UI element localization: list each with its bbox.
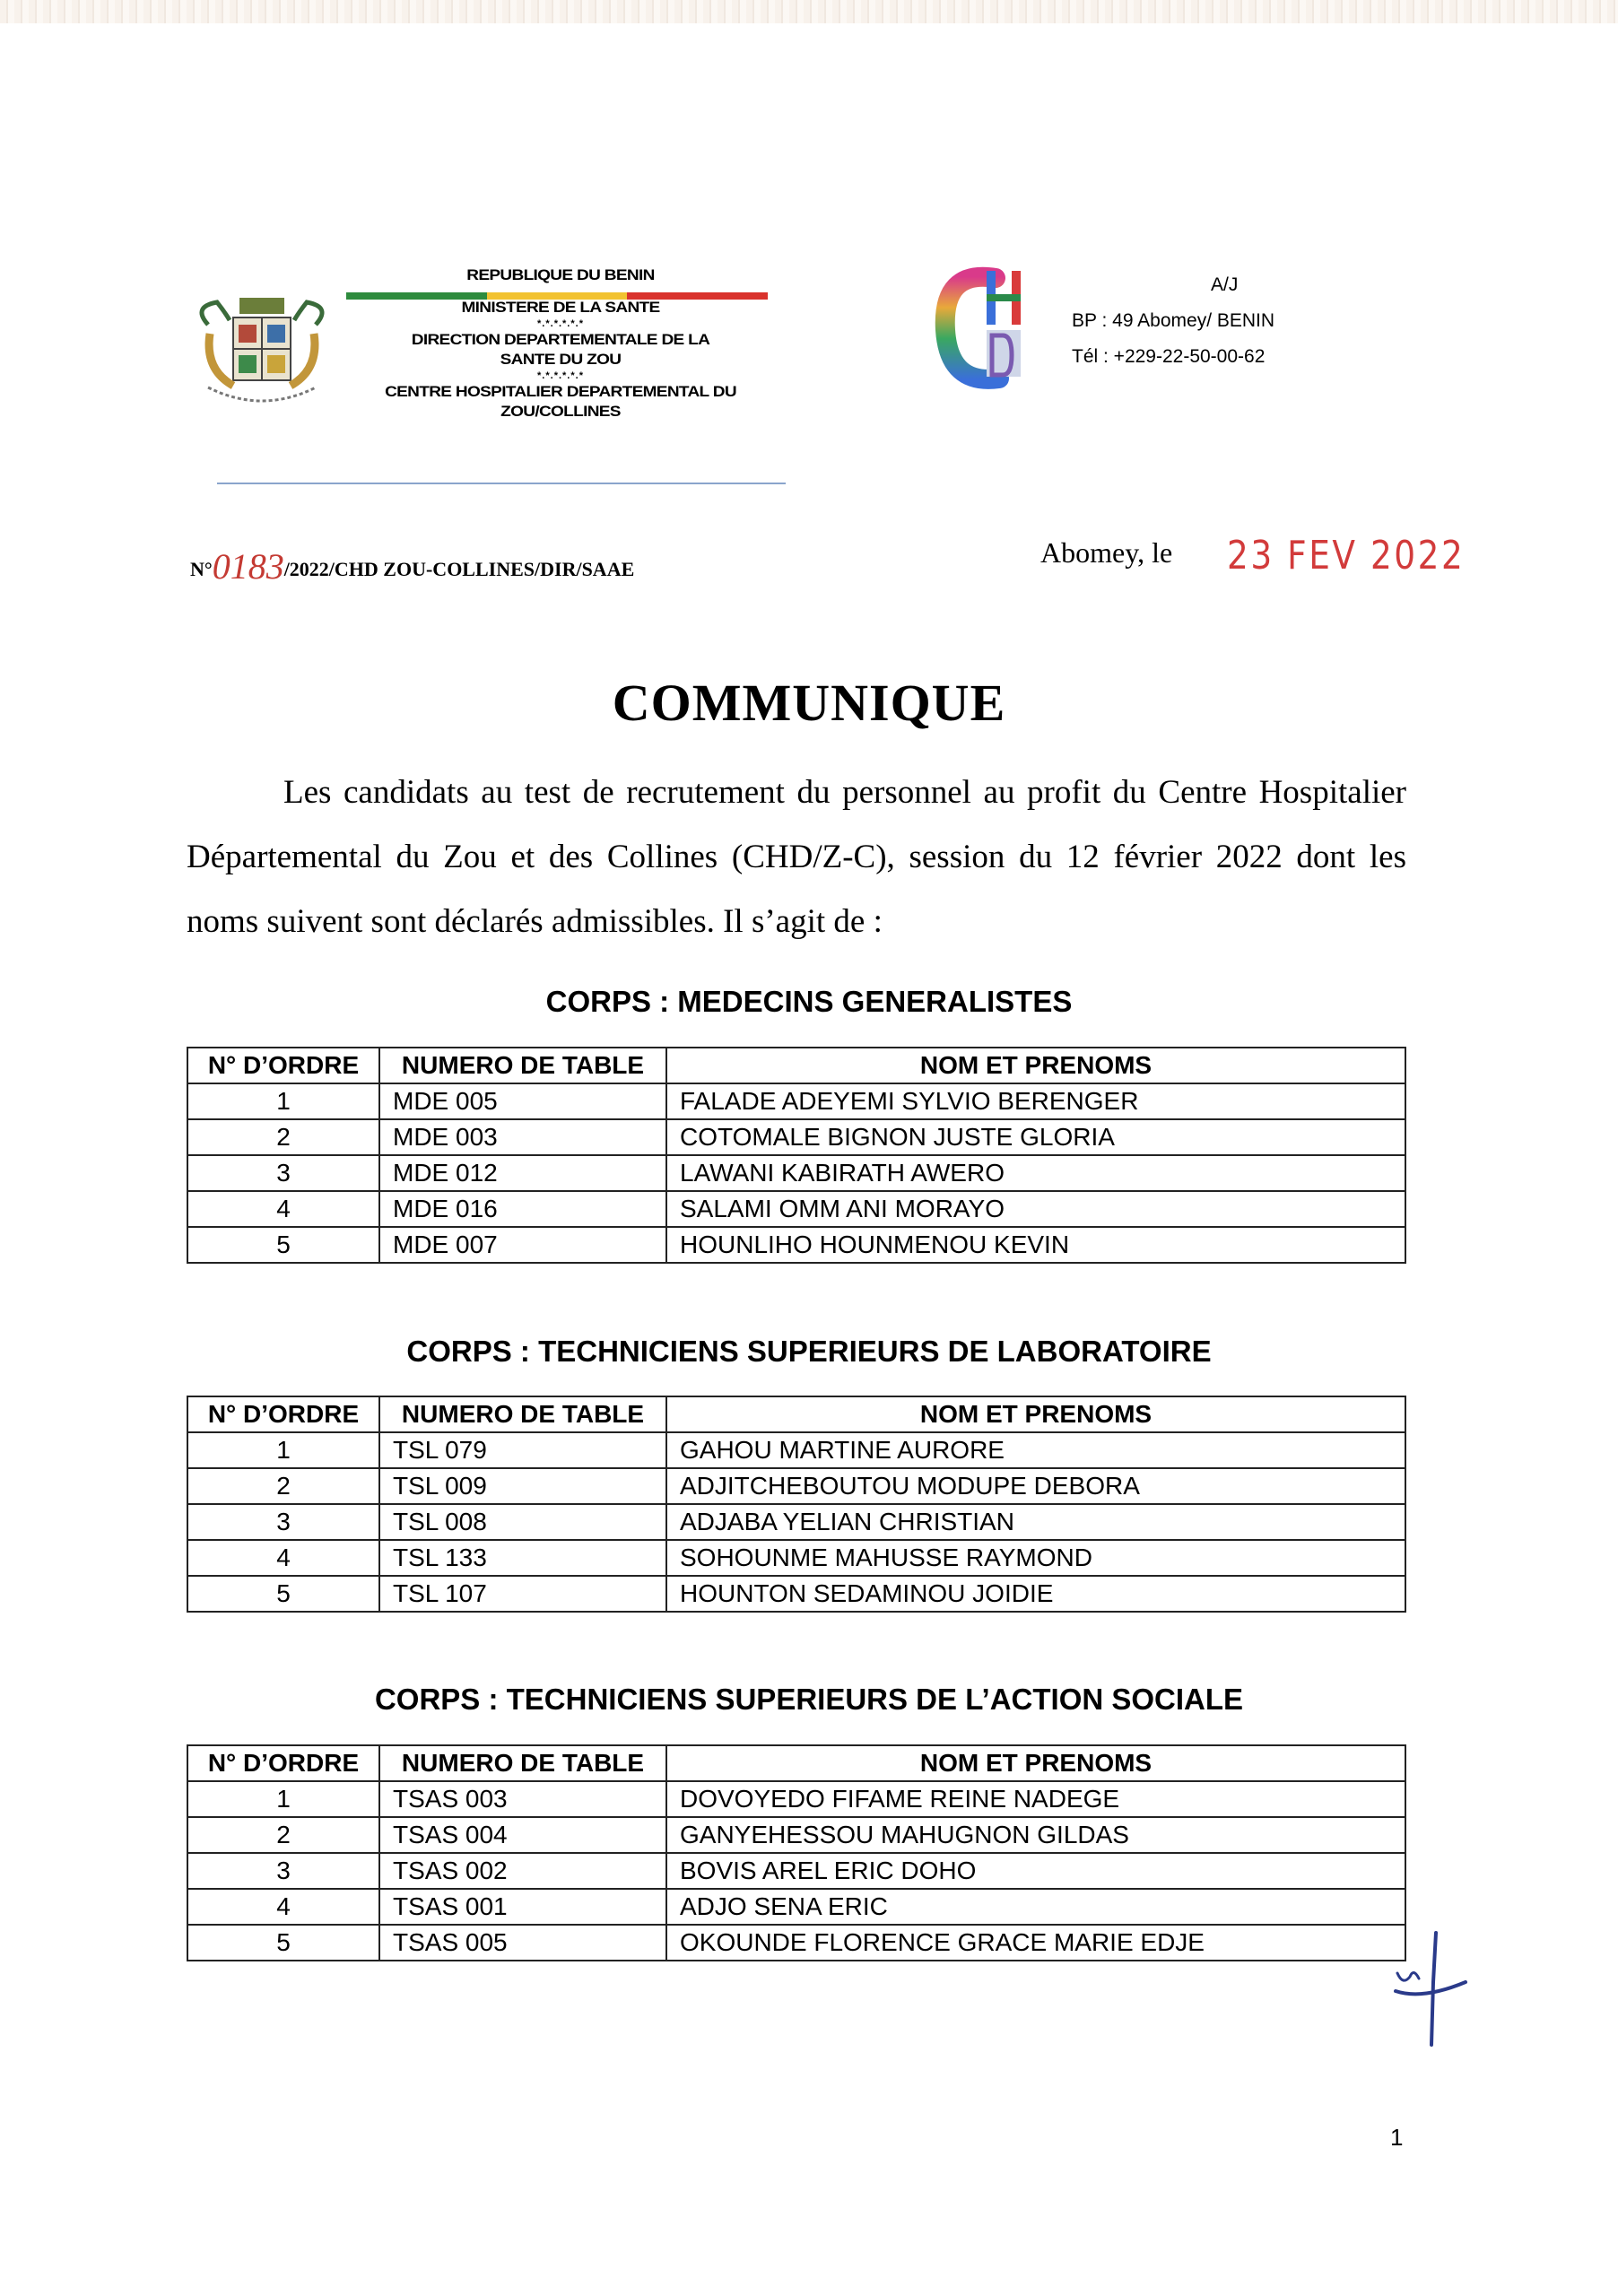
direction-line-2: SANTE DU ZOU [500, 351, 622, 368]
cell-table-number: MDE 016 [379, 1191, 666, 1227]
cell-order: 5 [187, 1576, 379, 1612]
table-row [187, 1540, 1405, 1576]
table-row [187, 1083, 1405, 1119]
table-row [187, 1781, 1405, 1817]
cell-table-number: TSL 009 [379, 1468, 666, 1504]
cell-table-number: TSAS 002 [379, 1853, 666, 1889]
date-stamp: 23 FEV 2022 [1227, 533, 1466, 578]
cell-order: 4 [187, 1191, 379, 1227]
table-row [187, 1925, 1405, 1961]
cell-table-number: MDE 003 [379, 1119, 666, 1155]
document-title: COMMUNIQUE [612, 674, 1006, 732]
cell-order: 3 [187, 1504, 379, 1540]
cell-order: 2 [187, 1119, 379, 1155]
header-name: NOM ET PRENOMS [666, 1048, 1405, 1083]
cell-name: ADJO SENA ERIC [666, 1889, 1405, 1925]
cell-table-number: TSAS 001 [379, 1889, 666, 1925]
header-name: NOM ET PRENOMS [666, 1396, 1405, 1432]
results-table [187, 1047, 1406, 1264]
cell-table-number: TSAS 003 [379, 1781, 666, 1817]
page-number: 1 [1390, 2124, 1404, 2151]
reference-suffix: /2022/CHD ZOU-COLLINES/DIR/SAAE [283, 558, 635, 580]
handwritten-initials-icon [1387, 1928, 1467, 2054]
header-order: N° D’ORDRE [187, 1745, 379, 1781]
cell-table-number: TSAS 004 [379, 1817, 666, 1853]
cell-order: 1 [187, 1083, 379, 1119]
table-row [187, 1817, 1405, 1853]
table-row [187, 1468, 1405, 1504]
cell-order: 3 [187, 1155, 379, 1191]
cell-order: 5 [187, 1227, 379, 1263]
cell-name: SOHOUNME MAHUSSE RAYMOND [666, 1540, 1405, 1576]
cell-name: ADJABA YELIAN CHRISTIAN [666, 1504, 1405, 1540]
table-row [187, 1504, 1405, 1540]
cell-name: GANYEHESSOU MAHUGNON GILDAS [666, 1817, 1405, 1853]
cell-name: SALAMI OMM ANI MORAYO [666, 1191, 1405, 1227]
section-title: CORPS : TECHNICIENS SUPERIEURS DE LABORATOIRE [406, 1335, 1212, 1368]
cell-name: BOVIS AREL ERIC DOHO [666, 1853, 1405, 1889]
cell-table-number: MDE 005 [379, 1083, 666, 1119]
table-header-row [187, 1048, 1405, 1083]
table-header-row [187, 1745, 1405, 1781]
cell-table-number: TSAS 005 [379, 1925, 666, 1961]
cell-name: DOVOYEDO FIFAME REINE NADEGE [666, 1781, 1405, 1817]
table-row [187, 1191, 1405, 1227]
table-row [187, 1889, 1405, 1925]
header-table-number: NUMERO DE TABLE [379, 1396, 666, 1432]
cell-order: 4 [187, 1540, 379, 1576]
telephone: Tél : +229-22-50-00-62 [1072, 346, 1266, 367]
header-table-number: NUMERO DE TABLE [379, 1048, 666, 1083]
section-title: CORPS : TECHNICIENS SUPERIEURS DE L’ACTION SOCIALE [374, 1683, 1244, 1716]
cell-order: 2 [187, 1468, 379, 1504]
handwritten-number: 0183 [212, 546, 284, 587]
table-row [187, 1119, 1405, 1155]
cell-table-number: TSL 008 [379, 1504, 666, 1540]
cell-name: OKOUNDE FLORENCE GRACE MARIE EDJE [666, 1925, 1405, 1961]
cell-order: 3 [187, 1853, 379, 1889]
reference-number [190, 545, 634, 587]
table-row [187, 1853, 1405, 1889]
header-underline [217, 483, 786, 484]
table-row [187, 1155, 1405, 1191]
aj-label: A/J [1211, 274, 1239, 295]
reference-prefix: N° [190, 558, 213, 580]
cell-name: HOUNLIHO HOUNMENOU KEVIN [666, 1227, 1405, 1263]
cell-table-number: TSL 079 [379, 1432, 666, 1468]
header-order: N° D’ORDRE [187, 1048, 379, 1083]
cell-name: GAHOU MARTINE AURORE [666, 1432, 1405, 1468]
cell-order: 1 [187, 1781, 379, 1817]
intro-paragraph: Les candidats au test de recrutement du personnel au profit du Centre Hospitalier Départemental du Zou et des Collines (CHD/Z-C), session du 12 février 2022 dont les noms suivent sont déclarés admissibles. Il s’agit de : [187, 774, 1406, 940]
scan-edge-band [0, 0, 1618, 23]
cell-table-number: MDE 012 [379, 1155, 666, 1191]
postal-box: BP : 49 Abomey/ BENIN [1072, 310, 1275, 331]
table-row [187, 1227, 1405, 1263]
cell-name: COTOMALE BIGNON JUSTE GLORIA [666, 1119, 1405, 1155]
cell-table-number: MDE 007 [379, 1227, 666, 1263]
cell-name: ADJITCHEBOUTOU MODUPE DEBORA [666, 1468, 1405, 1504]
table-row [187, 1432, 1405, 1468]
separator-dots: *.*.*.*.*.* [537, 370, 584, 381]
cell-table-number: TSL 107 [379, 1576, 666, 1612]
cell-name: LAWANI KABIRATH AWERO [666, 1155, 1405, 1191]
section-title: CORPS : MEDECINS GENERALISTES [545, 985, 1073, 1018]
cell-order: 4 [187, 1889, 379, 1925]
table-row [187, 1576, 1405, 1612]
centre-line-2: ZOU/COLLINES [500, 403, 621, 420]
ministry-name: MINISTERE DE LA SANTE [461, 299, 660, 316]
chd-logo-icon [933, 260, 1031, 395]
results-table [187, 1396, 1406, 1613]
cell-name: FALADE ADEYEMI SYLVIO BERENGER [666, 1083, 1405, 1119]
contact-block [1072, 267, 1341, 375]
header-name: NOM ET PRENOMS [666, 1745, 1405, 1781]
cell-order: 5 [187, 1925, 379, 1961]
header-table-number: NUMERO DE TABLE [379, 1745, 666, 1781]
cell-name: HOUNTON SEDAMINOU JOIDIE [666, 1576, 1405, 1612]
cell-table-number: TSL 133 [379, 1540, 666, 1576]
header-institution [314, 265, 807, 422]
republic-name: REPUBLIQUE DU BENIN [466, 266, 655, 283]
header-order: N° D’ORDRE [187, 1396, 379, 1432]
separator-dots: *.*.*.*.*.* [537, 318, 584, 329]
table-header-row [187, 1396, 1405, 1432]
cell-order: 2 [187, 1817, 379, 1853]
cell-order: 1 [187, 1432, 379, 1468]
centre-line-1: CENTRE HOSPITALIER DEPARTEMENTAL DU [385, 383, 736, 400]
date-label: Abomey, le [1040, 536, 1173, 569]
direction-line-1: DIRECTION DEPARTEMENTALE DE LA [411, 331, 710, 348]
results-table [187, 1744, 1406, 1961]
